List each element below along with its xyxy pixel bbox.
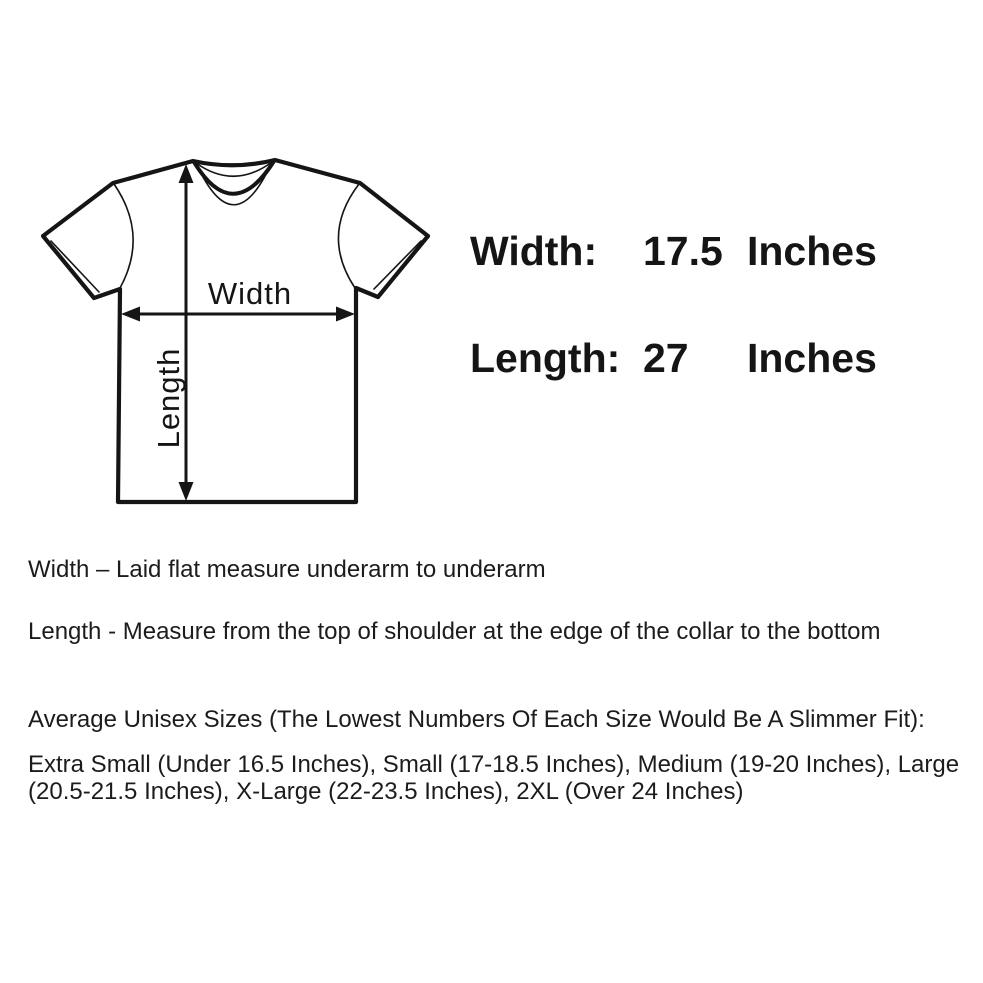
width-axis-label: Width bbox=[207, 276, 293, 311]
sizes-heading: Average Unisex Sizes (The Lowest Numbers Of Each Size Would Be A Slimmer Fit): bbox=[28, 706, 925, 733]
width-note: Width – Laid flat measure underarm to underarm bbox=[28, 556, 546, 583]
length-measurement-row bbox=[470, 334, 877, 382]
sizes-detail: Extra Small (Under 16.5 Inches), Small (17-18.5 Inches), Medium (19-20 Inches), Large (20.5-21.5 Inches), X-Large (22-23.5 Inches), 2XL (Over 24 Inches) bbox=[28, 751, 960, 805]
tshirt-outline bbox=[43, 160, 428, 502]
length-measurement-unit: Inches bbox=[747, 335, 877, 381]
width-measurement-value: 17.5 bbox=[643, 228, 723, 274]
width-measurement-label: Width: bbox=[470, 228, 598, 274]
width-measurement-row bbox=[470, 227, 877, 275]
length-axis-label: Length bbox=[151, 347, 186, 449]
length-measurement-value: 27 bbox=[643, 335, 689, 381]
length-measurement-label: Length: bbox=[470, 335, 621, 381]
length-note: Length - Measure from the top of shoulder at the edge of the collar to the bottom bbox=[28, 618, 881, 645]
width-measurement-unit: Inches bbox=[747, 228, 877, 274]
